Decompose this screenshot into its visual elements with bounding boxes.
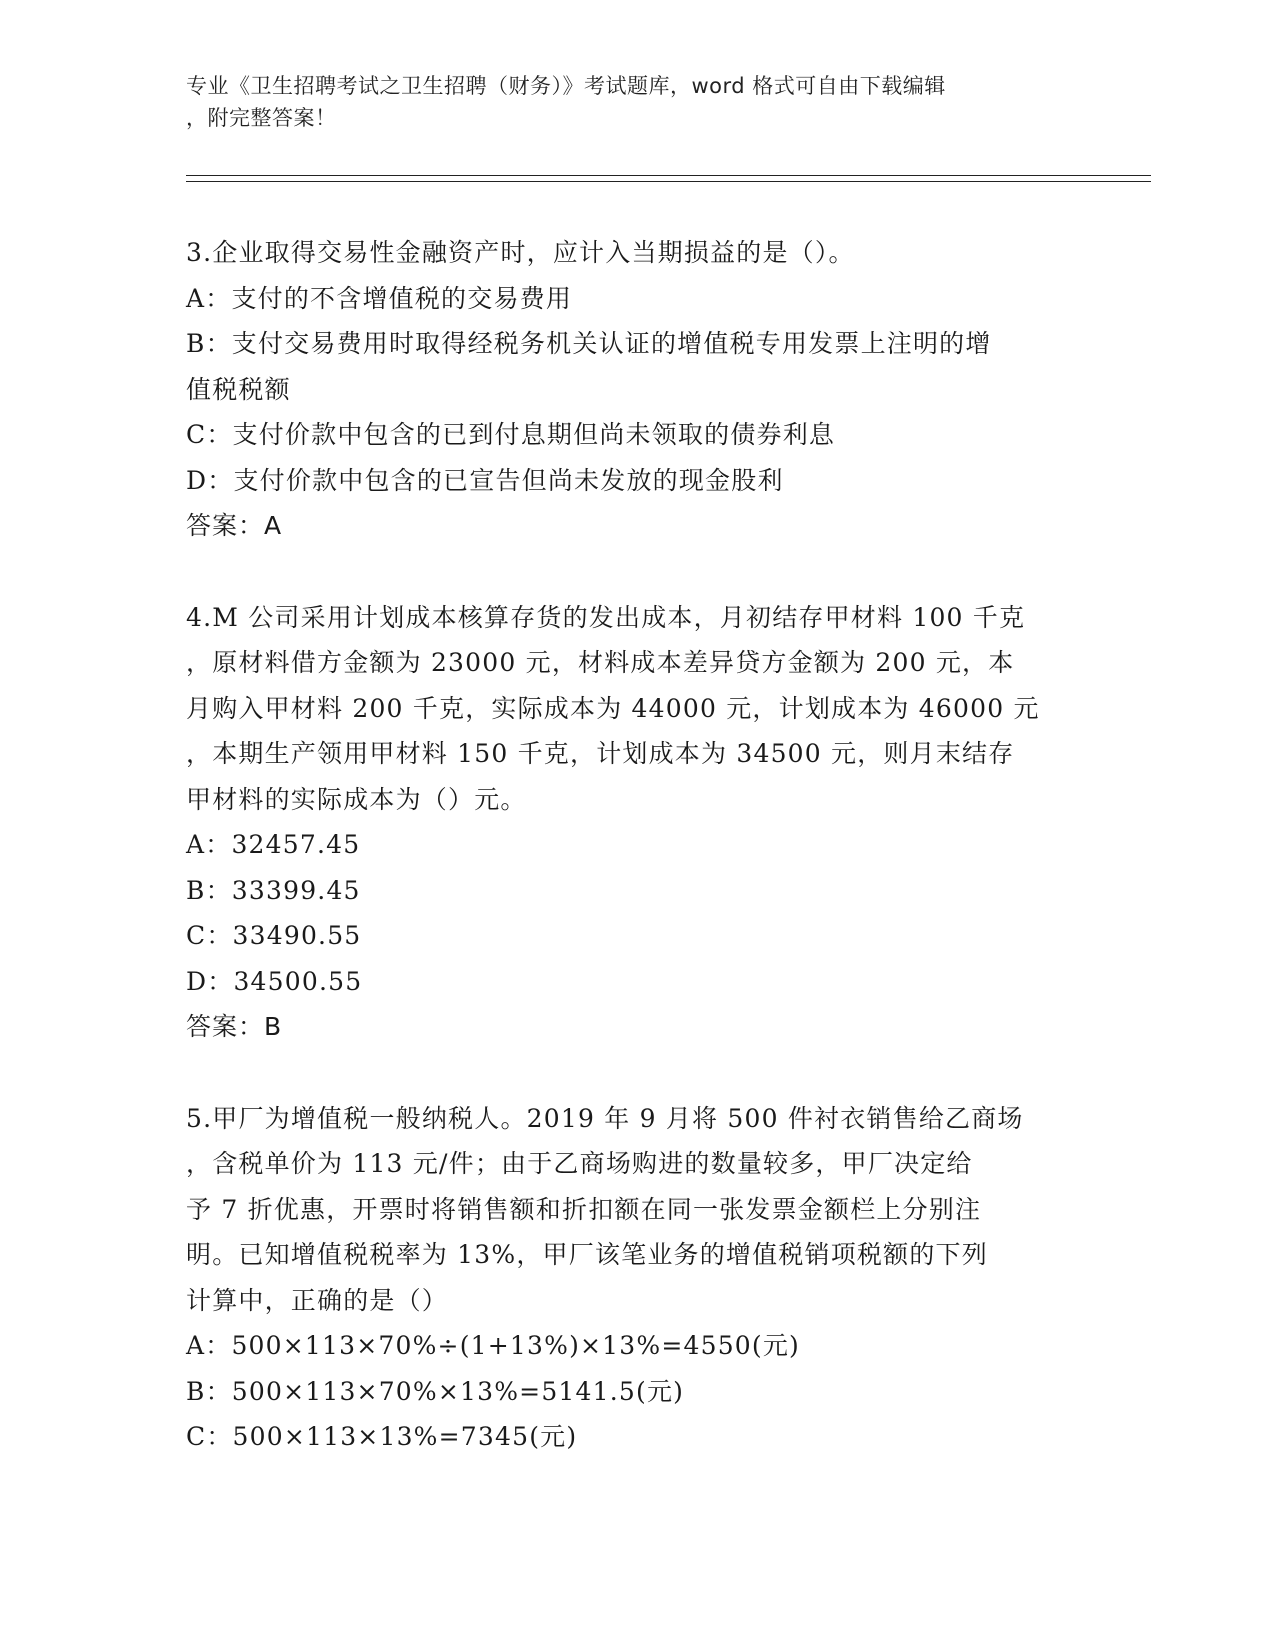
question-list: [186, 230, 1076, 1460]
option-line: 值税税额: [186, 374, 291, 404]
option-line: A：500×113×70%÷(1+13%)×13%=4550(元): [186, 1331, 801, 1360]
question-stem: [186, 230, 1076, 276]
stem-line: 明。已知增值税税率为 13%，甲厂该笔业务的增值税销项税额的下列: [186, 1240, 988, 1269]
question-spacer: [186, 1050, 1076, 1096]
option-line: B：支付交易费用时取得经税务机关认证的增值税专用发票上注明的增: [186, 329, 992, 358]
option-line: A：支付的不含增值税的交易费用: [186, 283, 573, 313]
question-3: [186, 230, 1076, 549]
answer-label: 答案：B: [186, 1012, 283, 1041]
question-spacer: [186, 549, 1076, 595]
option-c: [186, 412, 1076, 458]
stem-line: 甲材料的实际成本为（）元。: [186, 784, 527, 814]
option-b: [186, 868, 1076, 914]
option-line: B：33399.45: [186, 875, 361, 905]
stem-line: 5.甲厂为增值税一般纳税人。2019 年 9 月将 500 件衬衣销售给乙商场: [186, 1103, 1024, 1133]
option-d: [186, 959, 1076, 1005]
option-line: D：支付价款中包含的已宣告但尚未发放的现金股利: [186, 465, 784, 495]
option-b: [186, 1369, 1076, 1415]
header-divider-top: [186, 175, 1151, 176]
option-line: D：34500.55: [186, 966, 363, 996]
header-line: 专业《卫生招聘考试之卫生招聘（财务）》考试题库，word 格式可自由下载编辑: [186, 74, 946, 98]
option-line: A：32457.45: [186, 830, 361, 859]
option-c: [186, 1414, 1076, 1460]
question-4: [186, 595, 1076, 1050]
stem-line: ，原材料借方金额为 23000 元，材料成本差异贷方金额为 200 元，本: [186, 648, 1015, 677]
option-line: C：33490.55: [186, 921, 362, 950]
stem-line: ，含税单价为 113 元/件；由于乙商场购进的数量较多，甲厂决定给: [186, 1149, 973, 1178]
header-line: ，附完整答案！: [186, 106, 337, 130]
stem-line: 3.企业取得交易性金融资产时，应计入当期损益的是（）。: [186, 238, 855, 267]
option-b: [186, 321, 1076, 412]
option-d: [186, 458, 1076, 504]
header-divider-bottom: [186, 181, 1151, 182]
stem-line: ，本期生产领用甲材料 150 千克，计划成本为 34500 元，则月末结存: [186, 739, 1015, 768]
stem-line: 月购入甲材料 200 千克，实际成本为 44000 元，计划成本为 46000 元: [186, 693, 1040, 723]
option-a: [186, 1323, 1076, 1369]
option-c: [186, 913, 1076, 959]
question-stem: [186, 1096, 1076, 1324]
option-line: B：500×113×70%×13%=5141.5(元): [186, 1376, 685, 1406]
document-header: [186, 70, 1086, 134]
stem-line: 计算中，正确的是（）: [186, 1285, 449, 1315]
stem-line: 予 7 折优惠，开票时将销售额和折扣额在同一张发票金额栏上分别注: [186, 1194, 982, 1224]
question-5: [186, 1096, 1076, 1460]
option-line: C：500×113×13%=7345(元): [186, 1422, 578, 1451]
option-a: [186, 276, 1076, 322]
question-stem: [186, 595, 1076, 823]
option-a: [186, 822, 1076, 868]
option-line: C：支付价款中包含的已到付息期但尚未领取的债券利息: [186, 420, 836, 449]
answer-label: 答案：A: [186, 511, 283, 540]
stem-line: 4.M 公司采用计划成本核算存货的发出成本，月初结存甲材料 100 千克: [186, 602, 1026, 632]
